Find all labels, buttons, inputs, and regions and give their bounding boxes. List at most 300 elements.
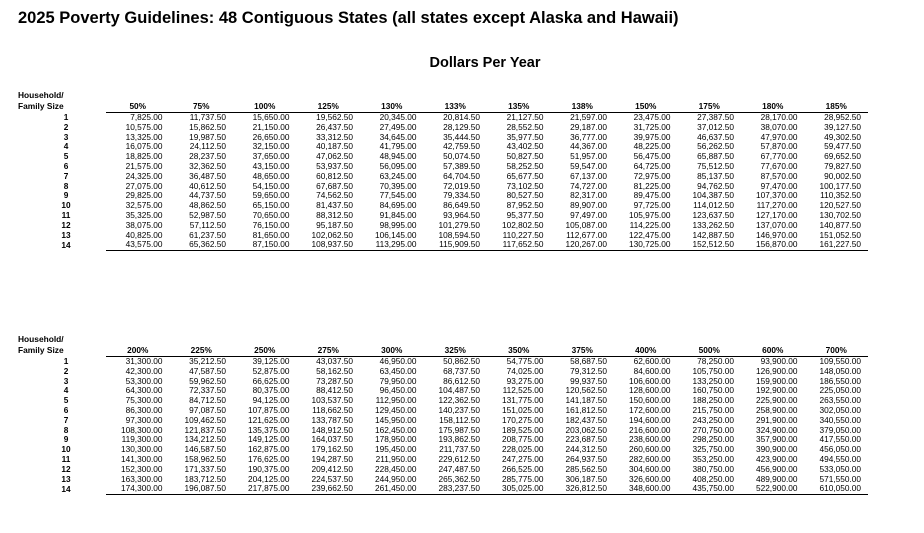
amount-cell: 41,795.00	[379, 141, 417, 152]
amount-cell: 357,900.00	[755, 434, 798, 445]
amount-cell: 120,562.50	[565, 385, 607, 396]
amount-cell: 27,495.00	[379, 121, 417, 132]
percent-header: 225%	[170, 346, 234, 357]
amount-cell: 194,600.00	[628, 414, 671, 425]
amount-cell: 105,087.00	[565, 219, 607, 230]
amount-cell: 571,550.00	[819, 473, 861, 484]
amount-cell: 61,237.50	[189, 229, 226, 240]
family-size-cell: 4	[63, 385, 69, 396]
amount-cell: 95,187.50	[316, 219, 353, 230]
amount-cell: 265,362.50	[438, 473, 480, 484]
amount-cell: 380,750.00	[692, 463, 734, 474]
amount-cell: 192,900.00	[755, 385, 798, 396]
amount-cell: 32,150.00	[252, 141, 290, 152]
amount-cell: 48,225.00	[633, 141, 671, 152]
amount-cell: 86,649.50	[443, 200, 480, 211]
amount-cell: 102,062.50	[311, 229, 353, 240]
amount-cell: 90,002.50	[824, 170, 861, 181]
size-header-cell	[26, 102, 106, 113]
family-size-cell: 7	[63, 170, 69, 181]
amount-cell: 128,600.00	[628, 385, 671, 396]
amount-cell: 247,275.00	[501, 453, 544, 464]
amount-cell: 172,600.00	[628, 404, 671, 415]
percent-header: 350%	[487, 346, 551, 357]
amount-cell: 408,250.00	[692, 473, 734, 484]
amount-cell: 65,677.50	[506, 170, 544, 181]
percent-header: 138%	[551, 102, 615, 113]
amount-cell: 70,650.00	[252, 209, 290, 220]
amount-cell: 42,759.50	[443, 141, 480, 152]
amount-cell: 28,552.50	[506, 121, 544, 132]
amount-cell: 97,497.00	[570, 209, 607, 220]
amount-cell: 151,052.50	[819, 229, 861, 240]
amount-cell: 54,150.00	[252, 180, 290, 191]
amount-cell: 23,475.00	[633, 112, 671, 122]
family-size-cell: 12	[61, 463, 71, 474]
amount-cell: 66,625.00	[252, 375, 290, 386]
amount-cell: 16,075.00	[125, 141, 163, 152]
amount-cell: 68,737.50	[443, 365, 480, 376]
amount-cell: 40,612.50	[189, 180, 226, 191]
percent-header: 75%	[170, 102, 234, 113]
amount-cell: 159,900.00	[755, 375, 798, 386]
amount-cell: 302,050.00	[819, 404, 861, 415]
amount-cell: 79,334.50	[443, 190, 480, 201]
amount-cell: 87,150.00	[233, 240, 297, 250]
amount-cell: 64,704.50	[443, 170, 480, 181]
amount-cell: 88,412.50	[316, 385, 353, 396]
amount-cell: 140,237.50	[438, 404, 480, 415]
amount-cell: 74,562.50	[316, 190, 353, 201]
amount-cell: 93,964.50	[443, 209, 480, 220]
amount-cell: 86,300.00	[125, 404, 163, 415]
amount-cell: 31,300.00	[125, 356, 163, 366]
family-size-cell: 8	[63, 424, 69, 435]
amount-cell: 260,600.00	[628, 444, 671, 455]
percent-header: 500%	[678, 346, 742, 357]
amount-cell: 64,300.00	[125, 385, 163, 396]
amount-cell: 50,827.50	[506, 151, 544, 162]
amount-cell: 118,662.50	[312, 404, 353, 415]
household-label-line2: Family Size	[18, 344, 64, 355]
amount-cell: 81,225.00	[633, 180, 671, 191]
amount-cell: 142,887.50	[692, 229, 734, 240]
amount-cell: 72,975.00	[633, 170, 671, 181]
amount-cell: 161,227.50	[805, 240, 869, 250]
amount-cell: 258,900.00	[755, 404, 798, 415]
amount-cell: 188,250.00	[692, 395, 734, 406]
amount-cell: 194,287.50	[311, 453, 353, 464]
amount-cell: 117,270.00	[756, 200, 798, 211]
amount-cell: 36,487.50	[189, 170, 226, 181]
amount-cell: 489,900.00	[755, 473, 798, 484]
amount-cell: 36,777.00	[570, 131, 607, 142]
amount-cell: 379,050.00	[819, 424, 861, 435]
amount-cell: 56,475.00	[633, 151, 671, 162]
amount-cell: 101,279.50	[438, 219, 480, 230]
amount-cell: 108,937.50	[297, 240, 361, 250]
amount-cell: 130,725.00	[614, 240, 678, 250]
amount-cell: 57,112.50	[189, 219, 226, 230]
amount-cell: 304,600.00	[628, 463, 671, 474]
amount-cell: 107,370.00	[755, 190, 798, 201]
amount-cell: 244,950.00	[374, 473, 417, 484]
amount-cell: 110,352.50	[820, 190, 861, 201]
amount-cell: 43,037.50	[316, 356, 353, 366]
amount-cell: 223,687.50	[565, 434, 607, 445]
amount-cell: 28,237.50	[189, 151, 226, 162]
amount-cell: 65,887.50	[697, 151, 734, 162]
family-size-cell: 5	[63, 151, 69, 162]
amount-cell: 27,387.50	[697, 112, 734, 122]
family-size-cell: 11	[61, 453, 71, 464]
amount-cell: 247,487.50	[438, 463, 480, 474]
amount-cell: 244,312.50	[565, 444, 607, 455]
amount-cell: 82,317.00	[570, 190, 607, 201]
amount-cell: 38,075.00	[125, 219, 163, 230]
family-size-cell: 1	[63, 111, 69, 122]
amount-cell: 298,250.00	[692, 434, 734, 445]
amount-cell: 104,487.50	[438, 385, 480, 396]
header-row	[26, 346, 868, 357]
amount-cell: 57,870.00	[760, 141, 798, 152]
amount-cell: 216,600.00	[628, 424, 671, 435]
household-label-line1: Household/	[18, 334, 64, 344]
percent-header: 600%	[741, 346, 805, 357]
amount-cell: 305,025.00	[487, 484, 551, 494]
amount-cell: 130,702.50	[819, 209, 861, 220]
amount-cell: 54,775.00	[506, 356, 544, 366]
amount-cell: 164,037.50	[311, 434, 353, 445]
amount-cell: 121,837.50	[184, 424, 226, 435]
amount-cell: 28,129.50	[443, 121, 480, 132]
percent-header: 325%	[424, 346, 488, 357]
amount-cell: 15,650.00	[252, 112, 290, 122]
amount-cell: 175,987.50	[438, 424, 480, 435]
amount-cell: 26,437.50	[316, 121, 353, 132]
amount-cell: 88,312.50	[316, 209, 353, 220]
amount-cell: 141,187.50	[565, 395, 607, 406]
amount-cell: 117,652.50	[487, 240, 551, 250]
amount-cell: 59,547.00	[570, 160, 607, 171]
amount-cell: 18,825.00	[125, 151, 163, 162]
family-size-cell: 4	[63, 141, 69, 152]
amount-cell: 97,087.50	[189, 404, 226, 415]
percent-header: 125%	[297, 102, 361, 113]
amount-cell: 270,750.00	[692, 424, 734, 435]
percent-header: 180%	[741, 102, 805, 113]
amount-cell: 58,162.50	[316, 365, 353, 376]
amount-cell: 160,750.00	[692, 385, 734, 396]
amount-cell: 47,062.50	[316, 151, 353, 162]
amount-cell: 137,070.00	[755, 219, 798, 230]
amount-cell: 47,970.00	[760, 131, 798, 142]
amount-cell: 109,550.00	[819, 356, 861, 366]
amount-cell: 239,662.50	[297, 484, 361, 494]
amount-cell: 47,587.50	[189, 365, 226, 376]
amount-cell: 70,395.00	[379, 180, 417, 191]
amount-cell: 94,762.50	[697, 180, 734, 191]
amount-cell: 189,525.00	[501, 424, 544, 435]
amount-cell: 134,212.50	[184, 434, 226, 445]
amount-cell: 149,125.00	[247, 434, 290, 445]
amount-cell: 162,875.00	[247, 444, 290, 455]
amount-cell: 195,450.00	[374, 444, 417, 455]
amount-cell: 105,975.00	[628, 209, 671, 220]
amount-cell: 174,300.00	[106, 484, 170, 494]
amount-cell: 291,900.00	[755, 414, 798, 425]
amount-cell: 114,012.50	[693, 200, 734, 211]
percent-header: 185%	[805, 102, 869, 113]
amount-cell: 59,962.50	[189, 375, 226, 386]
amount-cell: 48,650.00	[252, 170, 290, 181]
amount-cell: 151,025.00	[501, 404, 544, 415]
percent-header: 200%	[106, 346, 170, 357]
amount-cell: 158,962.50	[184, 453, 226, 464]
amount-cell: 73,287.50	[316, 375, 353, 386]
family-size-cell: 5	[63, 395, 69, 406]
amount-cell: 209,412.50	[311, 463, 353, 474]
family-size-cell: 11	[61, 209, 71, 220]
amount-cell: 105,750.00	[692, 365, 734, 376]
amount-cell: 59,650.00	[252, 190, 290, 201]
amount-cell: 264,937.50	[565, 453, 607, 464]
amount-cell: 63,245.00	[379, 170, 417, 181]
amount-cell: 21,597.00	[570, 112, 607, 122]
amount-cell: 131,775.00	[501, 395, 544, 406]
family-size-cell: 14	[61, 483, 71, 494]
amount-cell: 39,125.00	[252, 356, 290, 366]
amount-cell: 7,825.00	[130, 112, 163, 122]
amount-cell: 106,600.00	[628, 375, 671, 386]
amount-cell: 130,300.00	[120, 444, 163, 455]
amount-cell: 24,112.50	[189, 141, 226, 152]
amount-cell: 28,952.50	[824, 112, 861, 122]
amount-cell: 89,907.00	[570, 200, 607, 211]
amount-cell: 62,600.00	[633, 356, 671, 366]
amount-cell: 120,267.00	[551, 240, 615, 250]
amount-cell: 215,750.00	[692, 404, 734, 415]
amount-cell: 24,325.00	[125, 170, 163, 181]
amount-cell: 238,600.00	[628, 434, 671, 445]
amount-cell: 33,312.50	[316, 131, 353, 142]
amount-cell: 102,802.50	[501, 219, 544, 230]
amount-cell: 152,512.50	[678, 240, 742, 250]
amount-cell: 50,074.50	[443, 151, 480, 162]
amount-cell: 89,475.00	[633, 190, 671, 201]
amount-cell: 44,737.50	[189, 190, 226, 201]
amount-cell: 263,550.00	[819, 395, 861, 406]
amount-cell: 81,650.00	[252, 229, 290, 240]
amount-cell: 87,570.00	[760, 170, 798, 181]
amount-cell: 108,300.00	[120, 424, 163, 435]
amount-cell: 283,237.50	[424, 484, 488, 494]
family-size-cell: 6	[63, 160, 69, 171]
amount-cell: 35,977.50	[506, 131, 544, 142]
amount-cell: 42,300.00	[125, 365, 163, 376]
household-label-line1: Household/	[18, 90, 64, 100]
percent-header: 50%	[106, 102, 170, 113]
amount-cell: 80,375.00	[252, 385, 290, 396]
amount-cell: 261,450.00	[360, 484, 424, 494]
amount-cell: 77,545.00	[379, 190, 417, 201]
amount-cell: 77,670.00	[760, 160, 798, 171]
amount-cell: 40,187.50	[316, 141, 353, 152]
amount-cell: 193,862.50	[438, 434, 480, 445]
family-size-cell: 13	[61, 473, 71, 484]
guidelines-table-low	[26, 102, 868, 251]
amount-cell: 52,987.50	[189, 209, 226, 220]
amount-cell: 48,945.00	[379, 151, 417, 162]
amount-cell: 122,362.50	[438, 395, 480, 406]
amount-cell: 34,645.00	[379, 131, 417, 142]
amount-cell: 15,862.50	[189, 121, 226, 132]
amount-cell: 224,537.50	[311, 473, 353, 484]
guidelines-table-high	[26, 346, 868, 495]
amount-cell: 97,725.00	[633, 200, 671, 211]
amount-cell: 225,050.00	[819, 385, 861, 396]
amount-cell: 285,775.00	[501, 473, 544, 484]
amount-cell: 123,637.50	[692, 209, 734, 220]
amount-cell: 183,712.50	[184, 473, 226, 484]
amount-cell: 57,389.50	[443, 160, 480, 171]
amount-cell: 423,900.00	[755, 453, 798, 464]
amount-cell: 148,050.00	[819, 365, 861, 376]
amount-cell: 51,957.00	[570, 151, 607, 162]
amount-cell: 32,362.50	[189, 160, 226, 171]
amount-cell: 48,862.50	[189, 200, 226, 211]
amount-cell: 73,102.50	[506, 180, 544, 191]
page-title: 2025 Poverty Guidelines: 48 Contiguous States (all states except Alaska and Hawaii)	[18, 9, 679, 27]
amount-cell: 152,300.00	[120, 463, 163, 474]
amount-cell: 146,970.00	[755, 229, 798, 240]
percent-header: 130%	[360, 102, 424, 113]
amount-cell: 35,444.50	[443, 131, 480, 142]
amount-cell: 533,050.00	[819, 463, 861, 474]
amount-cell: 156,870.00	[741, 240, 805, 250]
family-size-cell: 6	[63, 404, 69, 415]
family-size-cell: 10	[61, 444, 71, 455]
amount-cell: 79,950.00	[379, 375, 417, 386]
amount-cell: 110,227.50	[502, 229, 544, 240]
amount-cell: 522,900.00	[741, 484, 805, 494]
family-size-cell: 8	[63, 180, 69, 191]
amount-cell: 95,377.50	[506, 209, 544, 220]
percent-header: 100%	[233, 102, 297, 113]
amount-cell: 179,162.50	[311, 444, 353, 455]
amount-cell: 190,375.00	[247, 463, 290, 474]
amount-cell: 84,712.50	[189, 395, 226, 406]
amount-cell: 29,187.00	[570, 121, 607, 132]
amount-cell: 67,137.00	[570, 170, 607, 181]
amount-cell: 266,525.00	[501, 463, 544, 474]
amount-cell: 58,687.50	[570, 356, 607, 366]
amount-cell: 148,912.50	[311, 424, 353, 435]
amount-cell: 112,525.00	[502, 385, 544, 396]
amount-cell: 93,275.00	[506, 375, 544, 386]
amount-cell: 306,187.50	[565, 473, 607, 484]
amount-cell: 53,937.50	[316, 160, 353, 171]
amount-cell: 104,387.50	[692, 190, 734, 201]
percent-header: 175%	[678, 102, 742, 113]
amount-cell: 31,725.00	[633, 121, 671, 132]
family-size-cell: 12	[61, 219, 71, 230]
amount-cell: 115,909.50	[424, 240, 488, 250]
amount-cell: 81,437.50	[316, 200, 353, 211]
family-size-cell: 7	[63, 414, 69, 425]
amount-cell: 84,600.00	[633, 365, 671, 376]
amount-cell: 35,325.00	[125, 209, 163, 220]
amount-cell: 75,512.50	[697, 160, 734, 171]
amount-cell: 59,477.50	[824, 141, 861, 152]
amount-cell: 93,900.00	[760, 356, 798, 366]
amount-cell: 121,625.00	[247, 414, 290, 425]
amount-cell: 40,825.00	[125, 229, 163, 240]
percent-header: 375%	[551, 346, 615, 357]
amount-cell: 50,862.50	[443, 356, 480, 366]
amount-cell: 229,612.50	[438, 453, 480, 464]
amount-cell: 21,150.00	[252, 121, 290, 132]
percent-header: 135%	[487, 102, 551, 113]
header-row	[26, 102, 868, 113]
amount-cell: 38,070.00	[760, 121, 798, 132]
amount-cell: 65,150.00	[252, 200, 290, 211]
amount-cell: 285,562.50	[565, 463, 607, 474]
amount-cell: 163,300.00	[120, 473, 163, 484]
amount-cell: 217,875.00	[233, 484, 297, 494]
amount-cell: 122,475.00	[628, 229, 671, 240]
amount-cell: 58,252.50	[506, 160, 544, 171]
percent-header: 150%	[614, 102, 678, 113]
amount-cell: 13,325.00	[125, 131, 163, 142]
family-size-cell: 9	[63, 434, 69, 445]
amount-cell: 182,437.50	[565, 414, 607, 425]
amount-cell: 133,262.50	[692, 219, 734, 230]
amount-cell: 178,950.00	[374, 434, 417, 445]
amount-cell: 64,725.00	[633, 160, 671, 171]
amount-cell: 79,827.50	[824, 160, 861, 171]
amount-cell: 348,600.00	[614, 484, 678, 494]
amount-cell: 135,375.00	[247, 424, 290, 435]
amount-cell: 80,527.50	[506, 190, 544, 201]
amount-cell: 86,612.50	[443, 375, 480, 386]
amount-cell: 196,087.50	[170, 484, 234, 494]
amount-cell: 145,950.00	[374, 414, 417, 425]
amount-cell: 76,150.00	[252, 219, 290, 230]
family-size-cell: 10	[61, 200, 71, 211]
amount-cell: 186,550.00	[819, 375, 861, 386]
amount-cell: 87,952.50	[506, 200, 544, 211]
amount-cell: 63,450.00	[379, 365, 417, 376]
amount-cell: 146,587.50	[184, 444, 226, 455]
amount-cell: 98,995.00	[379, 219, 417, 230]
amount-cell: 456,900.00	[755, 463, 798, 474]
amount-cell: 325,750.00	[692, 444, 734, 455]
amount-cell: 211,950.00	[375, 453, 417, 464]
amount-cell: 85,137.50	[697, 170, 734, 181]
amount-cell: 456,050.00	[819, 444, 861, 455]
amount-cell: 243,250.00	[692, 414, 734, 425]
amount-cell: 78,250.00	[697, 356, 734, 366]
amount-cell: 129,450.00	[374, 404, 417, 415]
amount-cell: 44,367.00	[570, 141, 607, 152]
amount-cell: 72,337.50	[189, 385, 226, 396]
amount-cell: 112,950.00	[375, 395, 417, 406]
amount-cell: 67,687.50	[316, 180, 353, 191]
percent-header: 400%	[614, 346, 678, 357]
amount-cell: 114,225.00	[629, 219, 671, 230]
amount-cell: 91,845.00	[379, 209, 417, 220]
